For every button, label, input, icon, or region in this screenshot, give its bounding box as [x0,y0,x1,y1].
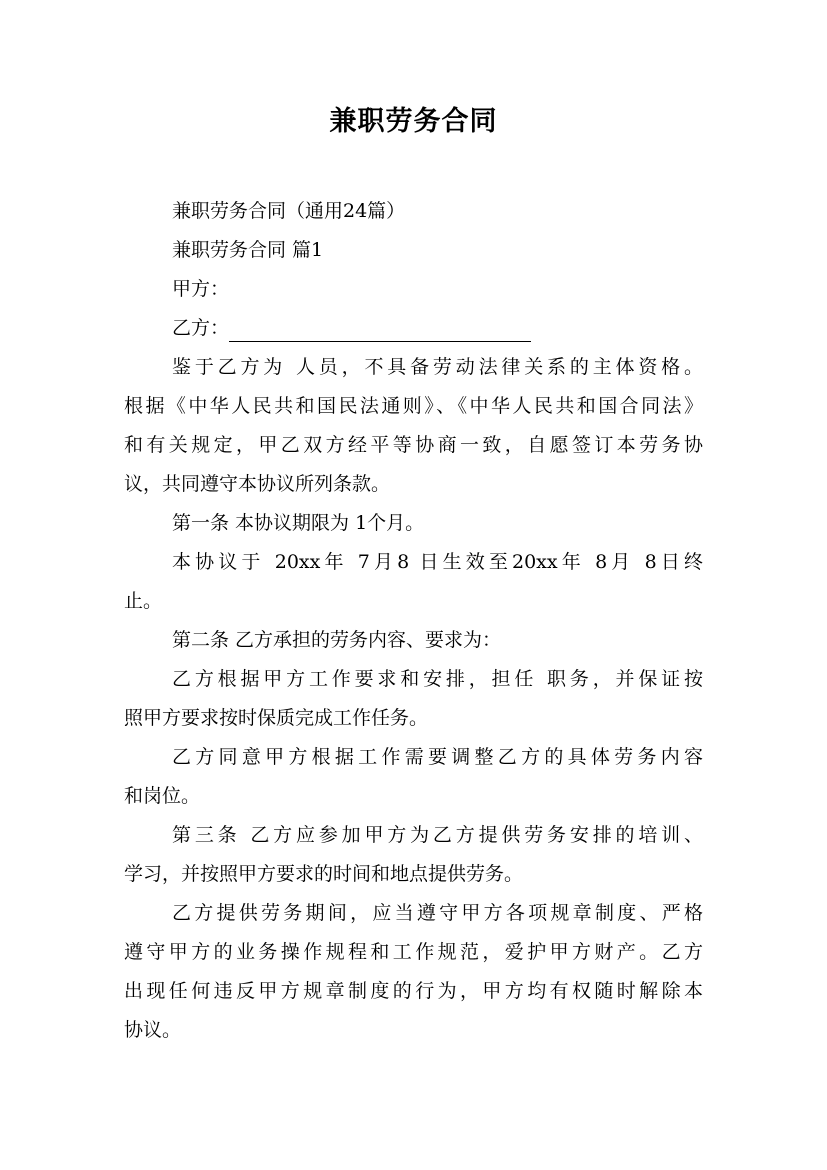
paragraph-line: 乙方根据甲方工作要求和安排，担任 职务，并保证按 [172,668,703,690]
paragraph-line: 遵守甲方的业务操作规程和工作规范，爱护甲方财产。乙方 [124,941,703,963]
paragraph-line: 乙方同意甲方根据工作需要调整乙方的具体劳务内容 [172,746,703,768]
paragraph-line: 止。 [124,590,163,612]
party-b-line [172,314,531,342]
paragraph-line: 学习，并按照甲方要求的时间和地点提供劳务。 [124,863,524,885]
article-1-heading: 第一条 本协议期限为 1个月。 [172,512,425,534]
article-3-heading: 第三条 乙方应参加甲方为乙方提供劳务安排的培训、 [172,824,703,846]
party-b-blank [229,317,531,342]
paragraph-line: 和岗位。 [124,785,201,807]
document-title: 兼职劳务合同 [329,106,498,137]
party-b-label: 乙方： [172,317,230,339]
paragraph-line: 鉴于乙方为 人员，不具备劳动法律关系的主体资格。 [172,356,703,378]
paragraph-line: 根据《中华人民共和国民法通则》、《中华人民共和国合同法》 [124,395,703,417]
paragraph-line: 和有关规定，甲乙双方经平等协商一致，自愿签订本劳务协 [124,434,703,456]
section-heading: 兼职劳务合同 篇1 [172,239,324,261]
party-a-label: 甲方： [172,278,230,300]
paragraph-line: 本协议于 20xx年 7月8 日生效至20xx年 8月 8日终 [172,551,703,573]
paragraph-line: 议，共同遵守本协议所列条款。 [124,473,391,495]
subtitle-line: 兼职劳务合同（通用24篇） [172,200,406,222]
paragraph-line: 出现任何违反甲方规章制度的行为，甲方均有权随时解除本 [124,980,703,1002]
paragraph-line: 乙方提供劳务期间，应当遵守甲方各项规章制度、严格 [172,902,703,924]
paragraph-line: 协议。 [124,1019,182,1041]
article-2-heading: 第二条 乙方承担的劳务内容、要求为： [172,629,502,651]
paragraph-line: 照甲方要求按时保质完成工作任务。 [124,707,429,729]
